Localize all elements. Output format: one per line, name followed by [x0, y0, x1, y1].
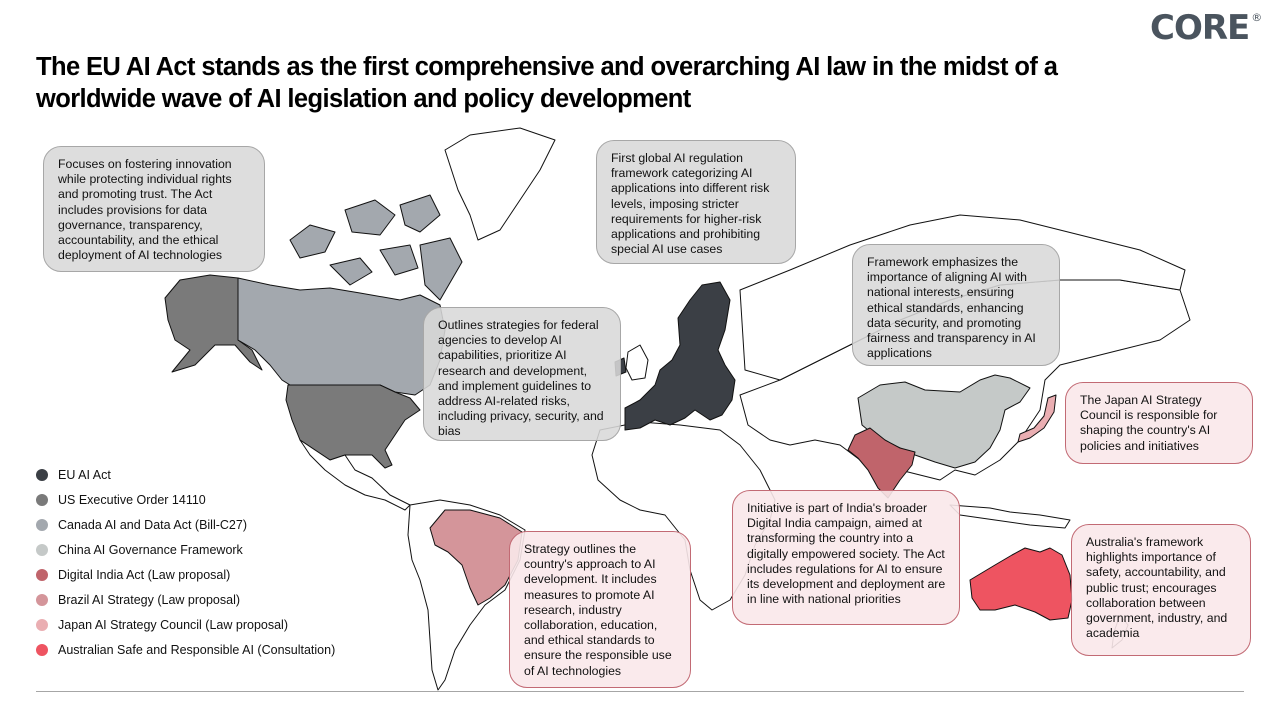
- callout-india-text: Initiative is part of India's broader Digital India campaign, aimed at transforming the country into a digitally empowered society. The Act includes regulations for AI to ensure its development and deployment are in line with national priorities: [747, 501, 946, 607]
- legend-item-canada: [36, 512, 335, 537]
- callout-eu-text: First global AI regulation framework categorizing AI applications into different risk levels, imposing stricter requirements for higher-risk applications and prohibiting special AI use cases: [611, 151, 770, 257]
- callout-japan: [1065, 382, 1253, 464]
- callout-us: [423, 307, 621, 441]
- callout-india: [732, 490, 960, 625]
- legend-label: EU AI Act: [58, 467, 111, 482]
- legend-label: Australian Safe and Responsible AI (Consultation): [58, 642, 336, 657]
- canada-shape: [238, 278, 445, 395]
- callout-china: [852, 244, 1060, 366]
- australia-shape: [970, 548, 1072, 620]
- legend-label: Canada AI and Data Act (Bill-C27): [58, 517, 247, 532]
- callout-australia-text: Australia's framework highlights importance of safety, accountability, and public trust; encourages collaboration between government, industry, and academia: [1086, 535, 1228, 641]
- legend-item-china: [36, 537, 335, 562]
- callout-eu: [596, 140, 796, 264]
- callout-canada-text: Focuses on fostering innovation while protecting individual rights and promoting trust. The Act includes provisions for data governance, transparency, accountability, and the ethical deployment of AI technologies: [58, 157, 232, 263]
- legend-label: Brazil AI Strategy (Law proposal): [58, 592, 241, 607]
- legend-label: US Executive Order 14110: [58, 492, 206, 507]
- legend-item-us: [36, 487, 335, 512]
- usa-shape: [286, 385, 420, 468]
- legend-label: Digital India Act (Law proposal): [58, 567, 231, 582]
- legend-item-australia: [36, 637, 335, 662]
- legend-item-eu: [36, 462, 335, 487]
- legend-dot-icon: [36, 519, 48, 531]
- callout-japan-text: The Japan AI Strategy Council is responsible for shaping the country's AI policies and initiatives: [1080, 393, 1218, 453]
- logo-text: CORE: [1150, 8, 1250, 48]
- legend-item-india: [36, 562, 335, 587]
- legend-dot-icon: [36, 494, 48, 506]
- legend-label: China AI Governance Framework: [58, 542, 243, 557]
- legend-dot-icon: [36, 469, 48, 481]
- uk-shape: [626, 345, 648, 380]
- indonesia-shape: [950, 505, 1070, 528]
- callout-us-text: Outlines strategies for federal agencies to develop AI capabilities, prioritize AI research and development, and implement guidelines to address AI-related risks, including privacy, security, and bias: [438, 318, 604, 439]
- footer-divider: [36, 691, 1244, 692]
- callout-brazil-text: Strategy outlines the country's approach to AI development. It includes measures to promote AI research, industry collaboration, education, and ethical standards to ensure the responsible use of AI technologies: [524, 542, 672, 678]
- canada-islands-shape: [290, 195, 462, 300]
- legend-dot-icon: [36, 644, 48, 656]
- greenland-shape: [445, 128, 555, 240]
- legend-item-japan: [36, 612, 335, 637]
- callout-china-text: Framework emphasizes the importance of aligning AI with national interests, ensuring ethical standards, enhancing data security, and promoting fairness and transparency in AI applications: [867, 255, 1036, 361]
- legend-dot-icon: [36, 544, 48, 556]
- callout-brazil: [509, 531, 691, 688]
- legend-dot-icon: [36, 594, 48, 606]
- page-title: The EU AI Act stands as the first comprehensive and overarching AI law in the midst of a worldwide wave of AI legislation and policy development: [36, 53, 1058, 113]
- legend-dot-icon: [36, 569, 48, 581]
- legend: [36, 462, 335, 662]
- callout-australia: [1071, 524, 1251, 656]
- legend-label: Japan AI Strategy Council (Law proposal): [58, 617, 288, 632]
- legend-dot-icon: [36, 619, 48, 631]
- callout-canada: [43, 146, 265, 272]
- legend-item-brazil: [36, 587, 335, 612]
- registered-mark: ®: [1251, 10, 1263, 24]
